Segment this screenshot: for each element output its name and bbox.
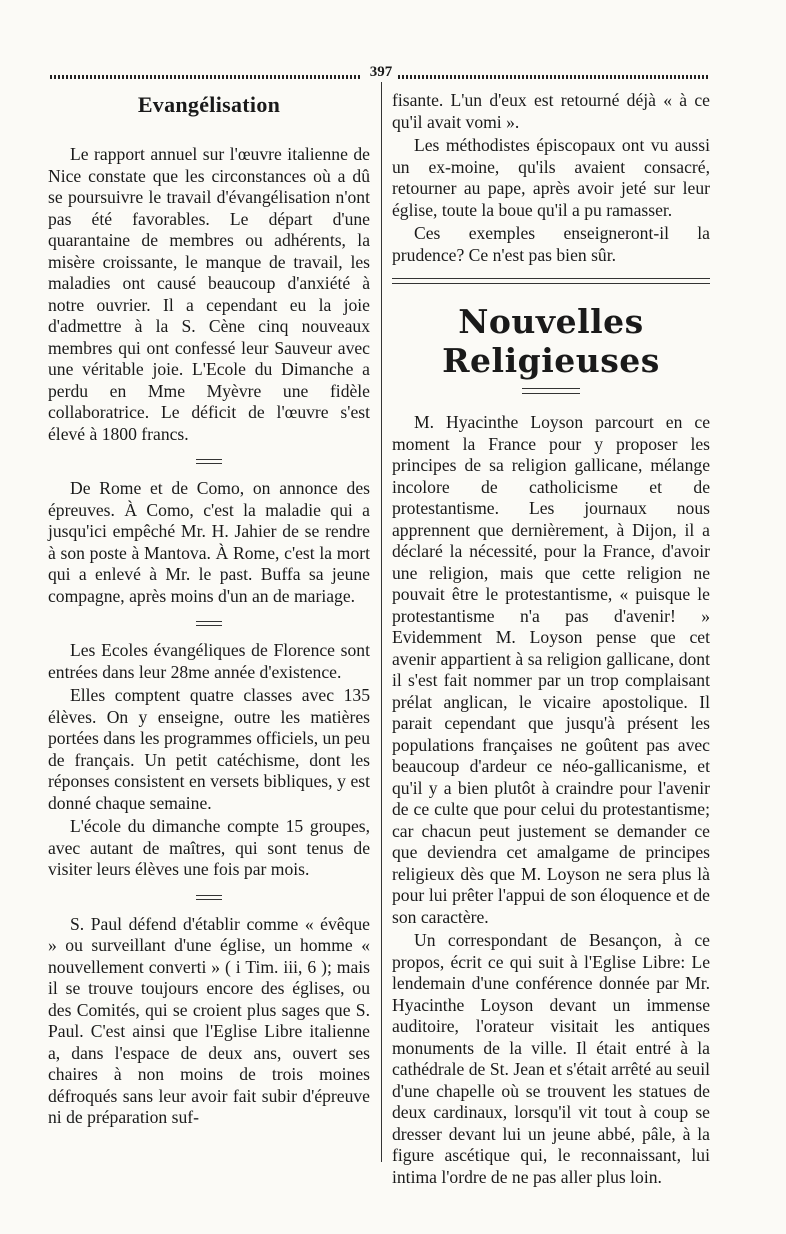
right-column <box>392 90 710 1188</box>
separator <box>196 621 222 626</box>
paragraph-florence-schools: Les Ecoles évangéliques de Florence sont entrées dans leur 28me année d'existence. <box>48 640 370 682</box>
left-column <box>48 90 370 1129</box>
paragraph-sunday-school: L'école du dimanche compte 15 groupes, avec autant de maîtres, qui sont tenus de visiter leurs élèves une fois par mois. <box>48 816 370 879</box>
separator <box>196 895 222 900</box>
title-ornament <box>522 388 580 394</box>
paragraph-methodists: Les méthodistes épiscopaux ont vu aussi un ex-moine, qu'ils avaient consacré, retourner au pape, après avoir jeté sur leur église, toute la boue qu'il a pu ramasser. <box>392 135 710 220</box>
header-rule-right <box>398 75 710 79</box>
paragraph-prudence: Ces exemples enseigneront-il la prudence? Ce n'est pas bien sûr. <box>392 223 710 265</box>
paragraph-besancon: Un correspondant de Besançon, à ce propos, écrit ce qui suit à l'Eglise Libre: Le lendemain d'une conférence donnée par Mr. Hyacinthe Loyson devant un immense auditoire, l'orateur visitait les antiques monuments de la ville. Il était entré à la cathédrale de St. Jean et s'était arrêté au seuil d'une chapelle où se trouvent les statues de deux cardinaux, lorsqu'il vit tout à coup se dresser devant lui un jeune abbé, pâle, à la figure ascétique qui, le reconnaissant, lui intima l'ordre de ne pas aller plus loin. <box>392 930 710 1187</box>
section-title-nouvelles-religieuses: Nouvelles Religieuses <box>442 302 660 380</box>
paragraph-florence-classes: Elles comptent quatre classes avec 135 élèves. On y enseigne, outre les matières portées dans les programmes officiels, un peu de français. Un petit catéchisme, dont les réponses consistent en versets bibliques, y est donné chaque semaine. <box>48 685 370 813</box>
page-number: 397 <box>369 64 393 80</box>
paragraph-saint-paul: S. Paul défend d'établir comme « évêque » ou surveillant d'une église, un homme « nouvellement converti » ( i Tim. iii, 6 ); mais il se trouve toujours encore des églises, ou des Comités, qui se croient plus sages que S. Paul. C'est ainsi que l'Eglise Libre italienne a, dans l'espace de deux ans, ouvert ses chaires à non moins de trois moines défroqués sans leur avoir fait subir d'épreuve ni de préparation suf- <box>48 913 370 1127</box>
column-divider <box>381 82 382 1162</box>
paragraph-loyson: M. Hyacinthe Loyson parcourt en ce moment la France pour y proposer les principes de sa religion gallicane, mélange incolore de catholicisme et de protestantisme. Les journaux nous apprennent que dernièrement, à Dijon, il a déclaré la nécessité, pour la France, d'avoir une religion, mais que cette religion ne pouvait être le protestantisme, « puisque le protestantisme n'a pas d'avenir! » Evidemment M. Loyson pense que cet avenir appartient à sa religion gallicane, dont il s'est fait nommer par un trop complaisant prélat anglican, le vicaire apostolique. Il parait cependant que jusqu'à présent les populations françaises ne goûtent pas avec beaucoup d'ardeur ce néo-gallicanisme, et qu'il y a bien plutôt à craindre pour l'avenir de ce culte que pour celui du protestantisme; car chacun peut justement se demander ce que deviendra cet amalgame de principes religieux dès que M. Loyson ne sera plus là pour lui prêter l'appui de son éloquence et de son caractère. <box>392 412 710 927</box>
paragraph-nice-report: Le rapport annuel sur l'œuvre italienne de Nice constate que les circonstances où a dû se poursuivre le travail d'évangélisation n'ont pas été favorables. Le départ d'une quarantaine de membres ou adhérents, la misère croissante, le manque de travail, les maladies ont causé beaucoup d'anxiété à notre ouvrier. Il a cependant eu la joie d'admettre à la S. Cène cinq nouveaux membres qui ont confessé leur Sauveur avec une véritable joie. L'Ecole du Dimanche a perdu en Mme Myèvre une fidèle collaboratrice. Le déficit de l'œuvre s'est élevé à 1800 francs. <box>48 144 370 444</box>
paragraph-continuation: fisante. L'un d'eux est retourné déjà « à ce qu'il avait vomi ». <box>392 90 710 132</box>
paragraph-rome-como: De Rome et de Como, on annonce des épreuves. À Como, c'est la maladie qui a jusqu'ici empêché Mr. H. Jahier de se rendre à son poste à Mantova. À Rome, c'est la mort qui a enlevé à Mr. le past. Buffa sa jeune compagne, après moins d'un an de mariage. <box>48 478 370 606</box>
separator <box>196 459 222 464</box>
section-rule <box>392 278 710 284</box>
section-title-evangelisation: Evangélisation <box>137 92 281 117</box>
header-rule-left <box>50 75 362 79</box>
